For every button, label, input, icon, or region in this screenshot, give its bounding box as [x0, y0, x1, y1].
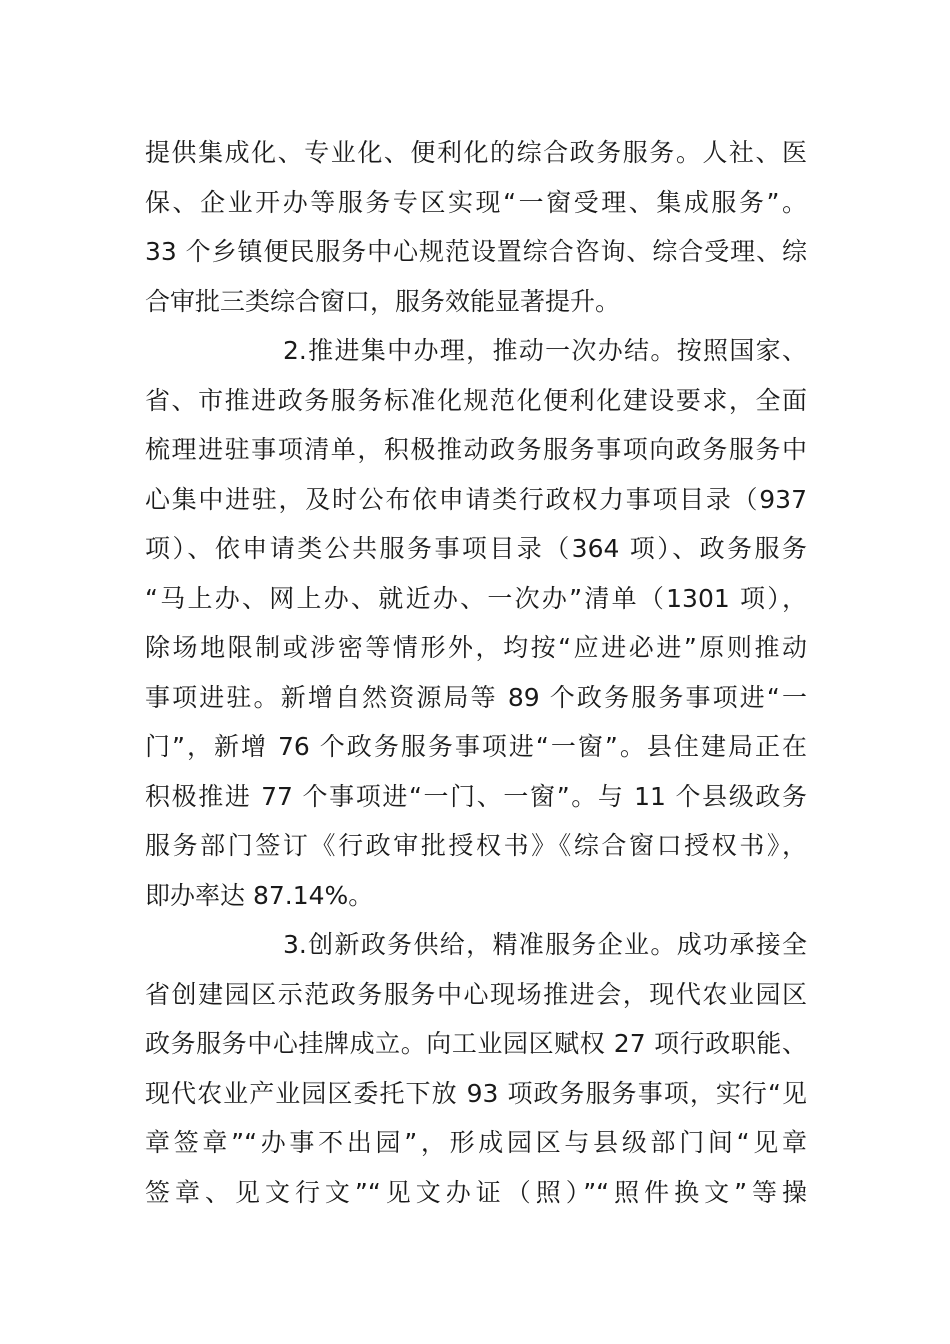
section-heading-line: 2.推进集中办理，推动一次办结。按照国家、	[283, 336, 807, 365]
paragraph-line: 现代农业产业园区委托下放 93 项政务服务事项，实行“见	[145, 1078, 807, 1108]
paragraph-line: 事项进驻。新增自然资源局等 89 个政务服务事项进“一	[145, 682, 807, 712]
paragraph-line: 提供集成化、专业化、便利化的综合政务服务。人社、医	[145, 138, 807, 167]
paragraph-line: 即办率达 87.14%。	[145, 880, 374, 910]
paragraph-line: 33 个乡镇便民服务中心规范设置综合咨询、综合受理、综	[145, 237, 807, 266]
paragraph-line: 除场地限制或涉密等情形外，均按“应进必进”原则推动	[145, 633, 807, 662]
paragraph-line: 心集中进驻，及时公布依申请类行政权力事项目录（937	[145, 484, 807, 514]
paragraph-line: 省、市推进政务服务标准化规范化便利化建设要求，全面	[145, 385, 807, 415]
paragraph-line: 保、企业开办等服务专区实现“一窗受理、集成服务”。	[145, 187, 807, 217]
paragraph-line: 梳理进驻事项清单，积极推动政务服务事项向政务服务中	[145, 435, 807, 464]
paragraph-line: 省创建园区示范政务服务中心现场推进会，现代农业园区	[145, 979, 807, 1009]
paragraph-line: 章签章”“办事不出园”，形成园区与县级部门间“见章	[145, 1128, 807, 1157]
paragraph-line: 政务服务中心挂牌成立。向工业园区赋权 27 项行政职能、	[145, 1029, 807, 1058]
paragraph-line: 积极推进 77 个事项进“一门、一窗”。与 11 个县级政务	[145, 781, 807, 811]
paragraph-line: 签章、见文行文”“见文办证（照）”“照件换文”等操	[145, 1177, 807, 1207]
paragraph-line: 合审批三类综合窗口，服务效能显著提升。	[145, 286, 621, 316]
paragraph-line: “马上办、网上办、就近办、一次办”清单（1301 项），	[145, 583, 807, 613]
paragraph-line: 门”，新增 76 个政务服务事项进“一窗”。县住建局正在	[145, 732, 807, 761]
paragraph-line: 服务部门签订《行政审批授权书》《综合窗口授权书》，	[145, 831, 807, 860]
paragraph-line: 项）、依申请类公共服务事项目录（364 项）、政务服务	[145, 534, 807, 563]
section-heading-line: 3.创新政务供给，精准服务企业。成功承接全	[283, 930, 807, 959]
